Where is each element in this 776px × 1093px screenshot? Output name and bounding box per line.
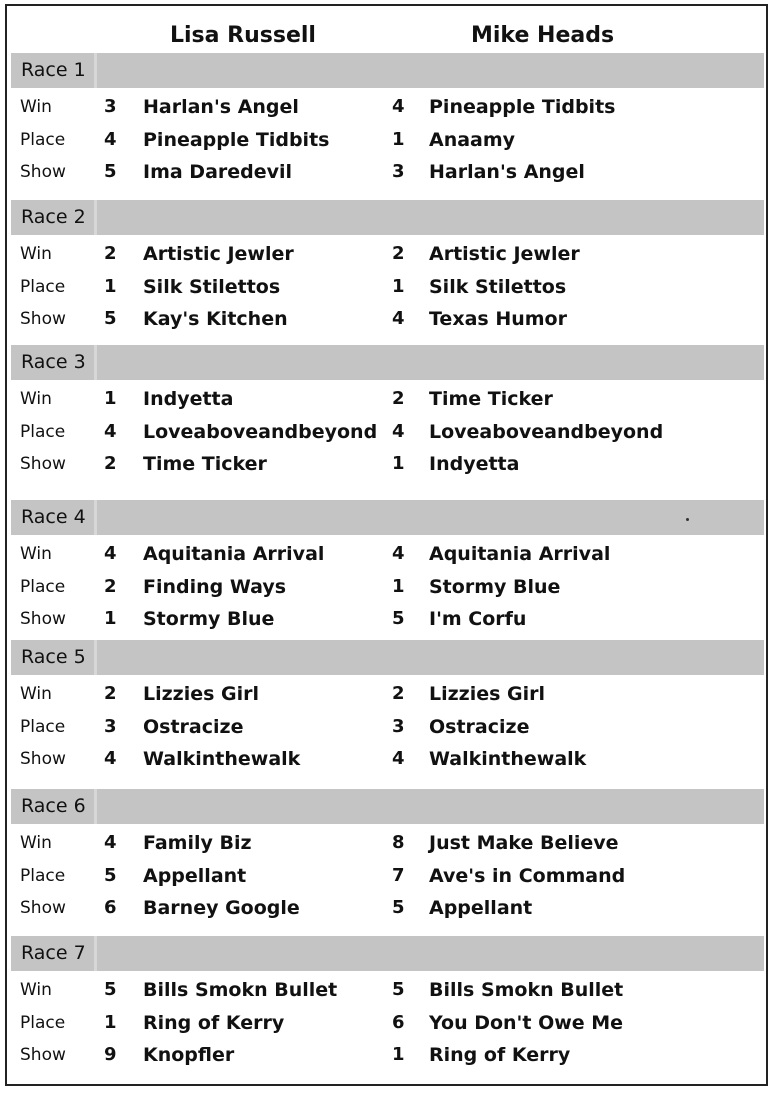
race-label-divider <box>94 53 97 88</box>
finish-position-label: Show <box>20 454 66 474</box>
right-horse-name: Just Make Believe <box>429 832 619 854</box>
left-horse-name: Ima Daredevil <box>143 161 293 183</box>
race-label: Race 7 <box>21 942 86 964</box>
pick-row <box>7 239 766 269</box>
right-horse-name: You Don't Owe Me <box>429 1012 624 1034</box>
picks-sheet <box>5 4 768 1086</box>
pick-row <box>7 539 766 569</box>
right-program-number: 7 <box>392 865 405 886</box>
pick-row <box>7 828 766 858</box>
left-program-number: 6 <box>104 897 117 918</box>
right-program-number: 4 <box>392 96 405 117</box>
right-horse-name: Ring of Kerry <box>429 1044 571 1066</box>
left-program-number: 4 <box>104 832 117 853</box>
race-label-divider <box>94 789 97 824</box>
pick-row <box>7 744 766 774</box>
left-horse-name: Family Biz <box>143 832 252 854</box>
race-label: Race 6 <box>21 795 86 817</box>
right-program-number: 1 <box>392 1044 405 1065</box>
right-horse-name: Appellant <box>429 897 533 919</box>
right-horse-name: Bills Smokn Bullet <box>429 979 624 1001</box>
right-horse-name: Stormy Blue <box>429 576 561 598</box>
race-label-divider <box>94 500 97 535</box>
race-header-band <box>11 345 764 380</box>
pick-row <box>7 861 766 891</box>
right-horse-name: Aquitania Arrival <box>429 543 611 565</box>
pick-row <box>7 604 766 634</box>
left-program-number: 1 <box>104 276 117 297</box>
right-program-number: 6 <box>392 1012 405 1033</box>
finish-position-label: Show <box>20 749 66 769</box>
finish-position-label: Show <box>20 1045 66 1065</box>
left-horse-name: Silk Stilettos <box>143 276 281 298</box>
right-program-number: 2 <box>392 683 405 704</box>
pick-row <box>7 157 766 187</box>
right-program-number: 4 <box>392 543 405 564</box>
finish-position-label: Place <box>20 1013 66 1033</box>
left-program-number: 2 <box>104 243 117 264</box>
race-label-divider <box>94 200 97 235</box>
right-program-number: 4 <box>392 308 405 329</box>
race-label-divider <box>94 936 97 971</box>
left-horse-name: Lizzies Girl <box>143 683 260 705</box>
right-program-number: 2 <box>392 243 405 264</box>
left-program-number: 4 <box>104 129 117 150</box>
pick-row <box>7 304 766 334</box>
right-horse-name: Ave's in Command <box>429 865 626 887</box>
right-horse-name: I'm Corfu <box>429 608 527 630</box>
race-header-band <box>11 936 764 971</box>
right-horse-name: Lizzies Girl <box>429 683 546 705</box>
left-program-number: 2 <box>104 453 117 474</box>
pick-row <box>7 417 766 447</box>
left-horse-name: Ostracize <box>143 716 244 738</box>
right-program-number: 5 <box>392 897 405 918</box>
right-horse-name: Texas Humor <box>429 308 567 330</box>
right-program-number: 5 <box>392 608 405 629</box>
left-horse-name: Artistic Jewler <box>143 243 294 265</box>
finish-position-label: Place <box>20 577 66 597</box>
pick-row <box>7 712 766 742</box>
race-label: Race 3 <box>21 351 86 373</box>
right-horse-name: Indyetta <box>429 453 520 475</box>
finish-position-label: Place <box>20 277 66 297</box>
left-program-number: 1 <box>104 388 117 409</box>
race-label-divider <box>94 640 97 675</box>
finish-position-label: Place <box>20 422 66 442</box>
left-horse-name: Barney Google <box>143 897 300 919</box>
finish-position-label: Place <box>20 866 66 886</box>
right-program-number: 5 <box>392 979 405 1000</box>
right-horse-name: Loveaboveandbeyond <box>429 421 664 443</box>
pick-row <box>7 449 766 479</box>
right-horse-name: Silk Stilettos <box>429 276 567 298</box>
left-horse-name: Ring of Kerry <box>143 1012 285 1034</box>
finish-position-label: Win <box>20 389 52 409</box>
left-horse-name: Kay's Kitchen <box>143 308 288 330</box>
finish-position-label: Place <box>20 717 66 737</box>
left-horse-name: Appellant <box>143 865 247 887</box>
race-header-band <box>11 53 764 88</box>
race-header-band <box>11 789 764 824</box>
finish-position-label: Show <box>20 309 66 329</box>
finish-position-label: Place <box>20 130 66 150</box>
left-program-number: 5 <box>104 161 117 182</box>
left-program-number: 3 <box>104 716 117 737</box>
left-horse-name: Finding Ways <box>143 576 287 598</box>
right-horse-name: Ostracize <box>429 716 530 738</box>
pick-row <box>7 1040 766 1070</box>
finish-position-label: Show <box>20 898 66 918</box>
race-label: Race 4 <box>21 506 86 528</box>
race-label: Race 2 <box>21 206 86 228</box>
left-horse-name: Harlan's Angel <box>143 96 299 118</box>
left-program-number: 4 <box>104 748 117 769</box>
right-horse-name: Artistic Jewler <box>429 243 580 265</box>
race-header-band <box>11 500 764 535</box>
left-program-number: 1 <box>104 1012 117 1033</box>
race-header-band <box>11 640 764 675</box>
pick-row <box>7 92 766 122</box>
pick-row <box>7 975 766 1005</box>
left-program-number: 9 <box>104 1044 117 1065</box>
pick-row <box>7 384 766 414</box>
left-horse-name: Indyetta <box>143 388 234 410</box>
right-program-number: 3 <box>392 716 405 737</box>
finish-position-label: Show <box>20 162 66 182</box>
left-program-number: 5 <box>104 865 117 886</box>
left-horse-name: Walkinthewalk <box>143 748 301 770</box>
handicapper-left-name: Lisa Russell <box>170 23 316 48</box>
left-horse-name: Loveaboveandbeyond <box>143 421 378 443</box>
left-program-number: 5 <box>104 979 117 1000</box>
pick-row <box>7 125 766 155</box>
stray-dot <box>686 518 689 521</box>
finish-position-label: Win <box>20 980 52 1000</box>
finish-position-label: Show <box>20 609 66 629</box>
race-label: Race 1 <box>21 59 86 81</box>
left-horse-name: Aquitania Arrival <box>143 543 325 565</box>
finish-position-label: Win <box>20 97 52 117</box>
right-horse-name: Harlan's Angel <box>429 161 585 183</box>
left-horse-name: Knopfler <box>143 1044 235 1066</box>
finish-position-label: Win <box>20 244 52 264</box>
pick-row <box>7 893 766 923</box>
right-program-number: 3 <box>392 161 405 182</box>
right-program-number: 1 <box>392 129 405 150</box>
pick-row <box>7 272 766 302</box>
left-program-number: 5 <box>104 308 117 329</box>
right-program-number: 1 <box>392 576 405 597</box>
right-program-number: 1 <box>392 276 405 297</box>
left-horse-name: Stormy Blue <box>143 608 275 630</box>
left-program-number: 4 <box>104 421 117 442</box>
handicapper-right-name: Mike Heads <box>471 23 615 48</box>
right-horse-name: Walkinthewalk <box>429 748 587 770</box>
pick-row <box>7 679 766 709</box>
finish-position-label: Win <box>20 544 52 564</box>
right-program-number: 4 <box>392 421 405 442</box>
race-header-band <box>11 200 764 235</box>
right-horse-name: Pineapple Tidbits <box>429 96 616 118</box>
pick-row <box>7 1008 766 1038</box>
race-label-divider <box>94 345 97 380</box>
right-horse-name: Time Ticker <box>429 388 553 410</box>
left-horse-name: Pineapple Tidbits <box>143 129 330 151</box>
finish-position-label: Win <box>20 833 52 853</box>
left-program-number: 2 <box>104 683 117 704</box>
left-program-number: 4 <box>104 543 117 564</box>
pick-row <box>7 572 766 602</box>
left-program-number: 2 <box>104 576 117 597</box>
left-program-number: 1 <box>104 608 117 629</box>
right-program-number: 2 <box>392 388 405 409</box>
left-horse-name: Time Ticker <box>143 453 267 475</box>
race-label: Race 5 <box>21 646 86 668</box>
right-program-number: 4 <box>392 748 405 769</box>
right-horse-name: Anaamy <box>429 129 516 151</box>
right-program-number: 1 <box>392 453 405 474</box>
left-program-number: 3 <box>104 96 117 117</box>
right-program-number: 8 <box>392 832 405 853</box>
finish-position-label: Win <box>20 684 52 704</box>
left-horse-name: Bills Smokn Bullet <box>143 979 338 1001</box>
